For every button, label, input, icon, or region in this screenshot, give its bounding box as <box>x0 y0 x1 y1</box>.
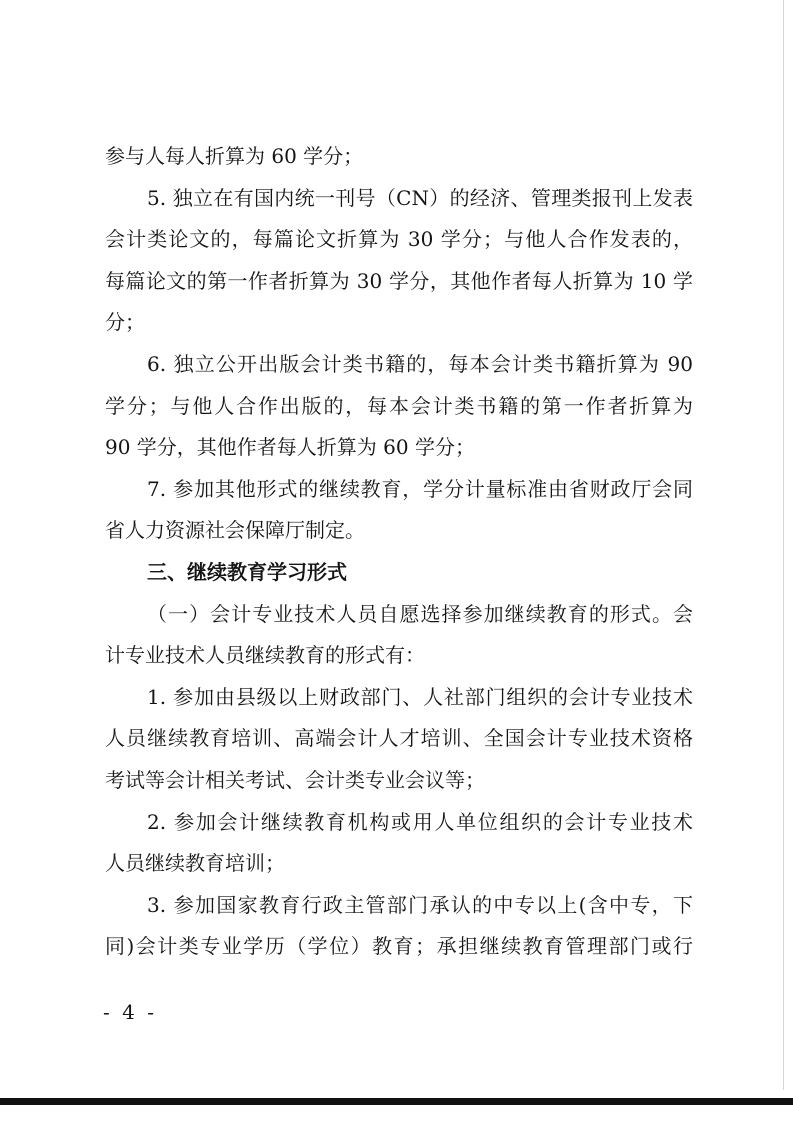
text-line: 人员继续教育培训、高端会计人才培训、全国会计专业技术资格 <box>105 726 693 751</box>
list-item-1: 1. 参加由县级以上财政部门、人社部门组织的会计专业技术 <box>147 684 693 709</box>
list-item-5: 5. 独立在有国内统一刊号（CN）的经济、管理类报刊上发表 <box>147 185 693 210</box>
subsection-paragraph: （一）会计专业技术人员自愿选择参加继续教育的形式。会 <box>147 601 693 626</box>
text-line: 参与人每人折算为 60 学分； <box>105 144 364 168</box>
text-line: 学分；与他人合作出版的，每本会计类书籍的第一作者折算为 <box>105 393 693 418</box>
text-line: 计专业技术人员继续教育的形式有： <box>105 643 425 668</box>
scan-edge-line <box>783 0 784 1090</box>
document-body <box>105 136 693 968</box>
section-heading: 三、继续教育学习形式 <box>147 559 347 584</box>
list-item-6: 6. 独立公开出版会计类书籍的，每本会计类书籍折算为 90 <box>147 351 693 376</box>
list-item-3: 3. 参加国家教育行政主管部门承认的中专以上(含中专，下 <box>147 892 693 917</box>
text-line: 分； <box>105 310 145 335</box>
page-number: - 4 - <box>103 1000 157 1024</box>
list-item-7: 7. 参加其他形式的继续教育，学分计量标准由省财政厅会同 <box>147 476 693 501</box>
text-line: 每篇论文的第一作者折算为 30 学分，其他作者每人折算为 10 学 <box>105 268 693 293</box>
text-line: 考试等会计相关考试、会计类专业会议等； <box>105 767 485 792</box>
text-line: 会计类论文的，每篇论文折算为 30 学分；与他人合作发表的， <box>105 227 693 252</box>
list-item-2: 2. 参加会计继续教育机构或用人单位组织的会计专业技术 <box>147 809 693 834</box>
text-line: 人员继续教育培训； <box>105 851 285 876</box>
text-line: 同)会计类专业学历（学位）教育；承担继续教育管理部门或行 <box>105 934 693 959</box>
text-line: 省人力资源社会保障厅制定。 <box>105 518 365 543</box>
text-line: 90 学分，其他作者每人折算为 60 学分； <box>105 435 475 460</box>
scan-edge-bar <box>0 1098 793 1105</box>
